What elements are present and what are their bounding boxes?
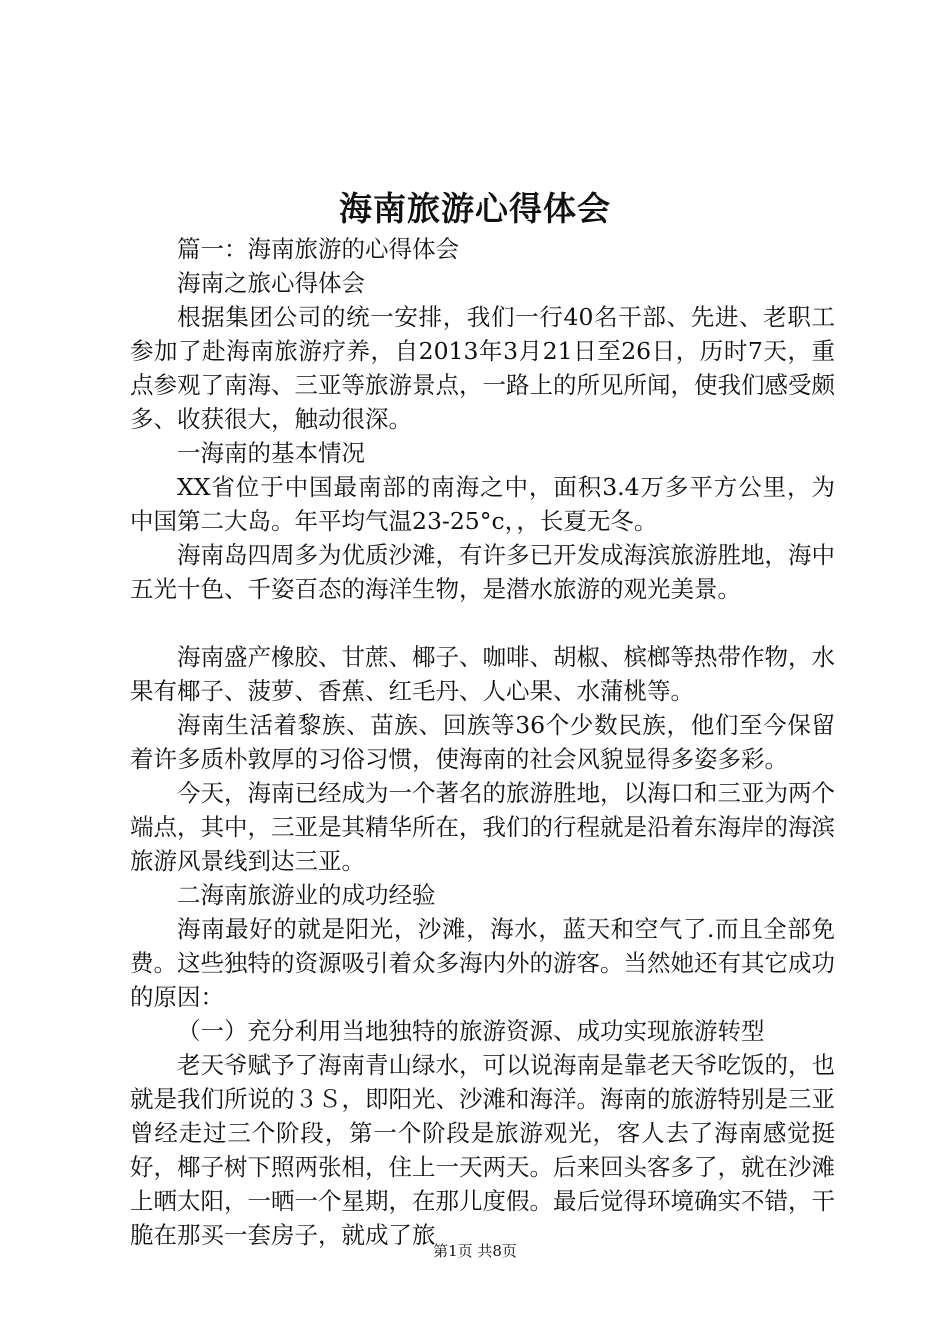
paragraph-resources: 海南最好的就是阳光，沙滩，海水，蓝天和空气了.而且全部免费。这些独特的资源吸引着众多海内外的游客。当然她还有其它成功的原因： [130, 915, 835, 1011]
paragraph-tourism-today: 今天，海南已经成为一个著名的旅游胜地，以海口和三亚为两个端点，其中，三亚是其精华所在，我们的行程就是沿着东海岸的海滨旅游风景线到达三亚。 [130, 779, 835, 875]
paragraph-location: XX省位于中国最南部的南海之中，面积3.4万多平方公里，为中国第二大岛。年平均气温23-25°c，，长夏无冬。 [130, 473, 835, 535]
paragraph-subtitle: 海南之旅心得体会 [177, 269, 365, 297]
paragraph-ethnic-groups: 海南生活着黎族、苗族、回族等36个少数民族，他们至今保留着许多质朴敦厚的习俗习惯，使海南的社会风貌显得多姿多彩。 [130, 711, 835, 773]
paragraph-crops: 海南盛产橡胶、甘蔗、椰子、咖啡、胡椒、槟榔等热带作物，水果有椰子、菠萝、香蕉、红毛丹、人心果、水蒲桃等。 [130, 643, 835, 705]
paragraph-intro: 根据集团公司的统一安排，我们一行40名干部、先进、老职工参加了赴海南旅游疗养，自2013年3月21日至26日，历时7天，重点参观了南海、三亚等旅游景点，一路上的所见所闻，使我们感受颇多、收获很大，触动很深。 [130, 303, 835, 433]
paragraph-subheading-one: （一）充分利用当地独特的旅游资源、成功实现旅游转型 [177, 1017, 765, 1045]
page-number-footer: 第1页 共8页 [433, 1242, 517, 1260]
document-title: 海南旅游心得体会 [339, 189, 611, 228]
document-body [130, 232, 835, 1252]
paragraph-three-stages: 老天爷赋予了海南青山绿水，可以说海南是靠老天爷吃饭的，也就是我们所说的３Ｓ，即阳光、沙滩和海洋。海南的旅游特别是三亚曾经走过三个阶段，第一个阶段是旅游观光，客人去了海南感觉挺好，椰子树下照两张相，住上一天两天。后来回头客多了，就在沙滩上晒太阳，一晒一个星期，在那儿度假。最后觉得环境确实不错，干脆在那买一套房子，就成了旅 [130, 1051, 835, 1249]
paragraph-heading-experience: 二海南旅游业的成功经验 [177, 881, 436, 909]
paragraph-spacer [130, 606, 835, 640]
paragraph-heading-basic-info: 一海南的基本情况 [177, 439, 365, 467]
paragraph-section-heading: 篇一：海南旅游的心得体会 [177, 235, 459, 263]
paragraph-beaches: 海南岛四周多为优质沙滩，有许多已开发成海滨旅游胜地，海中五光十色、千姿百态的海洋生物，是潜水旅游的观光美景。 [130, 541, 835, 603]
